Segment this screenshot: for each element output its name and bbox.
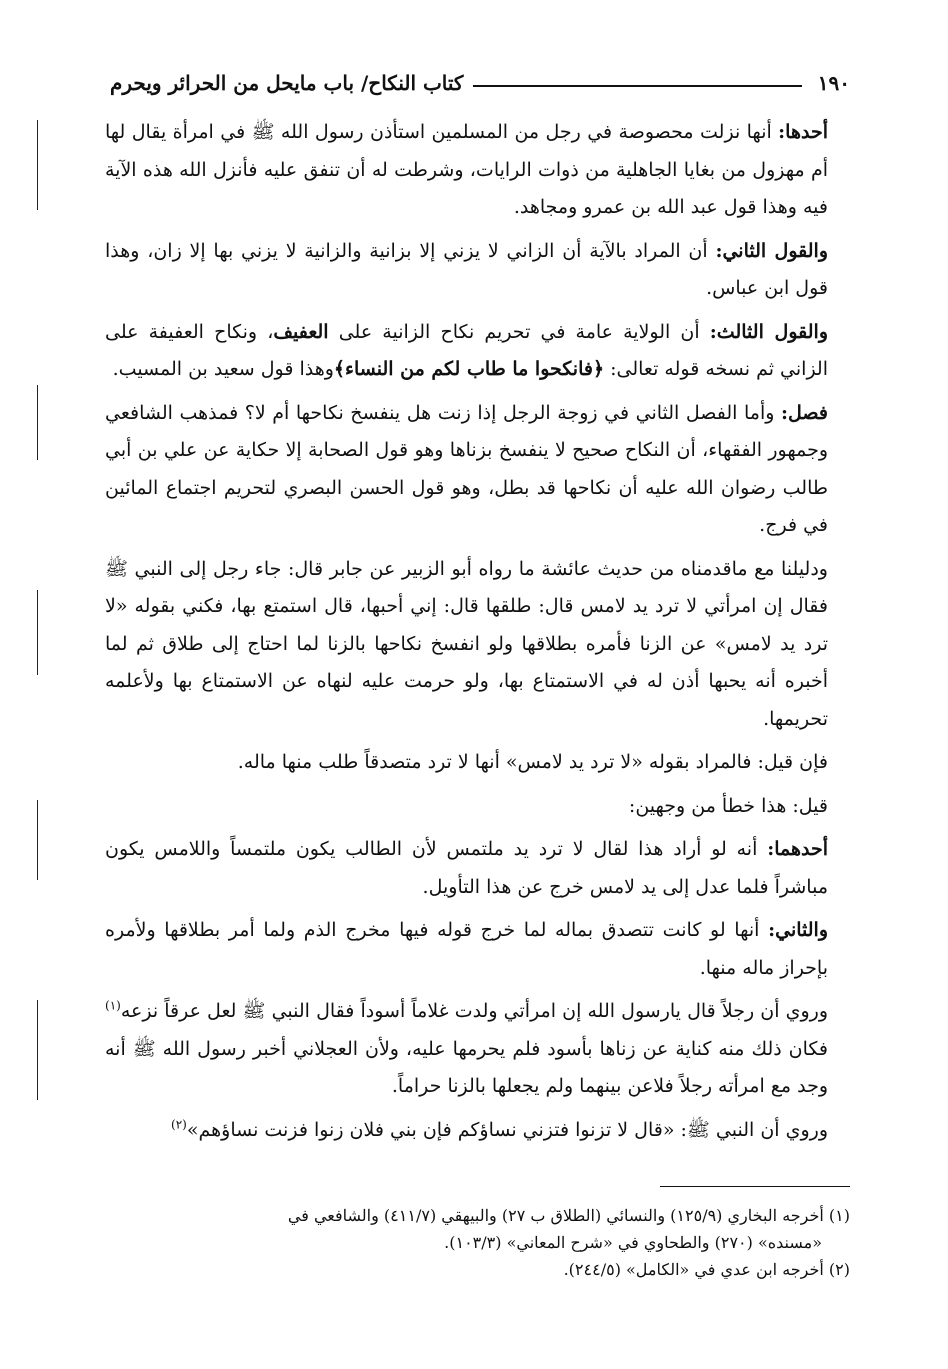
margin-line [37,120,38,210]
paragraph-7: قيل: هذا خطأ من وجهين: [628,794,828,817]
paragraph-3-label: والقول الثالث: [709,320,829,343]
paragraph-1-label: أحدها: [778,121,828,143]
paragraph-8-label: أحدهما: [767,838,828,860]
paragraph-1-text: أنها نزلت محصوصة في رجل من المسلمين استأذن رسول الله ﷺ في امرأة يقال لها أم مهزول من بغايا الجاهلية من ذوات الرايات، وشرطت له أن تنفق عليه فأنزل الله هذه الآية فيه وهذا قول عبد الله بن عمرو ومجاهد. [105,121,828,218]
footnote-2: (٢) أخرجه ابن عدي في «الكامل» (٢٤٤/٥). [563,1260,850,1279]
paragraph-2-label: والقول الثاني: [715,239,828,262]
paragraph-4 [105,395,850,545]
paragraph-4-text: وأما الفصل الثاني في زوجة الرجل إذا زنت هل ينفسخ نكاحها أم لا؟ فمذهب الشافعي وجمهور الفقهاء، أن النكاح صحيح لا ينفسخ بزناها وهو قول الصحابة إلا حكاية عن علي بن أبي طالب رضوان الله عليه أن نكاحها قد بطل، وهو قول الحسن البصري لتحريم اجتماع المائين في فرج. [105,401,828,536]
margin-line [37,800,38,880]
running-header [110,66,850,100]
header-rule [473,85,801,87]
footnote-1-line-2: «مسنده» (٢٧٠) والطحاوي في «شرح المعاني» (١٠٣/٣). [444,1233,822,1252]
paragraph-10 [105,993,850,1106]
paragraph-10-text-b: فكان ذلك منه كناية عن زناها بأسود فلم يحرمها عليه، ولأن العجلاني أخبر رسول الله ﷺ أنه وجد مع امرأته رجلاً فلاعن بينهما ولم يجعلها بالزنا حراماً. [105,1037,828,1097]
paragraph-9-label: والثاني: [768,919,828,941]
paragraph-3-bold-a: العفيف [273,320,329,343]
paragraph-6: فإن قيل: فالمراد بقوله «لا ترد يد لامس» أنها لا ترد متصدقاً طلب منها ماله. [237,751,828,773]
section-label-fasl: فصل: [781,401,828,424]
paragraph-8-text: أنه لو أراد هذا لقال لا ترد يد ملتمس لأن الطالب يكون ملتمساً واللامس يكون مباشراً فلما عدل إلى يد لامس خرج عن هذا التأويل. [105,838,828,898]
footnote-1-line-1: (١) أخرجه البخاري (١٢٥/٩) والنسائي (الطلاق ب ٢٧) والبيهقي (٤١١/٧) والشافعي في [287,1206,850,1225]
paragraph-8 [105,831,850,906]
paragraph-9-text: أنها لو كانت تتصدق بماله لما خرج قوله فيها مخرج الذم ولما أمر بطلاقها ولأمره بإحراز ماله منها. [105,919,828,979]
footnotes [105,1202,850,1283]
paragraph-5: ودليلنا مع ماقدمناه من حديث عائشة ما رواه أبو الزبير عن جابر قال: جاء رجل إلى النبي ﷺ فقال إن امرأتي لا ترد يد لامس قال: طلقها قال: إني أحبها، قال استمتع بها، فكني بقوله «لا ترد يد لامس» عن الزنا فأمره بطلاقها ولو انفسخ نكاحها بالزنا لما احتاج إلى طلاق ثم لما أخبره أنه يحبها أذن له في الاستمتاع بها، ولو حرمت عليه لنهاه عن الاستمتاع بها ولأعلمه تحريمها. [105,557,828,730]
paragraph-3-text-c: وهذا قول سعيد بن المسيب. [112,358,334,380]
quran-quote: ﴿فانكحوا ما طاب لكم من النساء﴾ [333,358,605,380]
paragraph-1 [105,114,850,227]
page-number: ١٩٠ [817,71,850,95]
footnote-ref-1[interactable]: (١) [105,998,121,1013]
footnote-divider [660,1186,850,1187]
paragraph-2 [105,233,850,308]
footnote-ref-2[interactable]: (٢) [171,1117,187,1132]
header-title: كتاب النكاح/ باب مايحل من الحرائر ويحرم [110,71,464,95]
paragraph-9 [105,912,850,987]
paragraph-2-text: أن المراد بالآية أن الزاني لا يزني إلا بزانية والزانية لا يزني بها إلا زان، وهذا قول ابن عباس. [105,239,828,299]
paragraph-11-text: وروي أن النبي ﷺ: «قال لا تزنوا فتزني نساؤكم فإن بني فلان زنوا فزنت نساؤهم» [186,1118,828,1141]
margin-line [37,590,38,675]
paragraph-3 [105,314,850,389]
paragraph-10-text-a: وروي أن رجلاً قال يارسول الله إن امرأتي ولدت غلاماً أسوداً فقال النبي ﷺ لعل عرقاً نزعه [120,1000,828,1022]
paragraph-3-text-b: ، ونكاح العفيفة على الزاني ثم نسخه قوله تعالى: [105,320,828,380]
paragraph-11 [105,1112,850,1150]
margin-line [37,1000,38,1100]
paragraph-3-text-a: أن الولاية عامة في تحريم نكاح الزانية على [328,320,710,343]
margin-line [37,385,38,460]
main-text [105,114,850,1155]
